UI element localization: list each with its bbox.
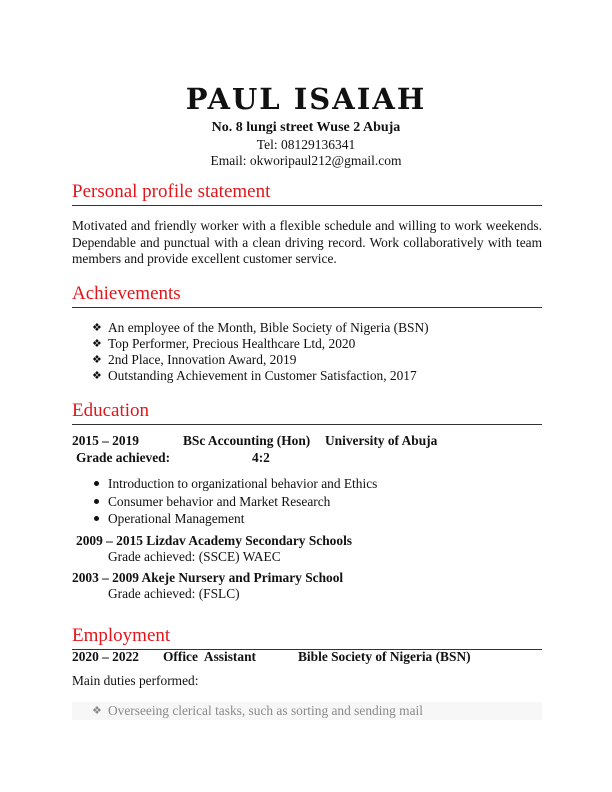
secondary-school-title: 2009 – 2015 Lizdav Academy Secondary Schools [76, 533, 353, 548]
list-item [92, 368, 542, 384]
profile-heading: Personal profile statement [72, 181, 542, 206]
list-item [92, 510, 542, 528]
achievement-text: Top Performer, Precious Healthcare Ltd, 2020 [108, 336, 356, 351]
list-item [92, 336, 542, 352]
achievement-text: Outstanding Achievement in Customer Satisfaction, 2017 [108, 368, 417, 383]
achievement-text: 2nd Place, Innovation Award, 2019 [108, 352, 297, 367]
achievement-text: An employee of the Month, Bible Society of Nigeria (BSN) [108, 320, 429, 335]
diamond-bullet-icon: ❖ [92, 370, 102, 382]
course-text: Introduction to organizational behavior and Ethics [108, 476, 378, 491]
course-text: Consumer behavior and Market Research [108, 493, 331, 509]
employment-heading: Employment [72, 625, 542, 650]
bullet-dot-icon [94, 516, 99, 521]
achievements-list [92, 320, 542, 384]
bullet-dot-icon [94, 499, 99, 504]
duties-label: Main duties performed: [72, 673, 199, 688]
diamond-bullet-icon: ❖ [92, 705, 102, 717]
diamond-bullet-icon: ❖ [92, 322, 102, 334]
courses-list [92, 475, 542, 528]
list-item [92, 475, 542, 493]
education-heading: Education [72, 400, 542, 425]
address-line: No. 8 lungi street Wuse 2 Abuja [211, 120, 401, 135]
grade-value: 4:2 [252, 450, 270, 465]
employment-role: Office Assistant [163, 649, 256, 664]
university-name: University of Abuja [325, 433, 438, 448]
duty-text: Overseeing clerical tasks, such as sorting and sending mail [108, 703, 423, 718]
university-years: 2015 – 2019 [72, 433, 139, 448]
grade-label: Grade achieved: [76, 450, 171, 465]
list-item [92, 703, 542, 719]
course-text: Operational Management [108, 511, 245, 526]
list-item [92, 493, 542, 511]
primary-school-title: 2003 – 2009 Akeje Nursery and Primary School [72, 570, 344, 585]
diamond-bullet-icon: ❖ [92, 354, 102, 366]
duties-list [92, 703, 542, 719]
employment-years: 2020 – 2022 [72, 649, 139, 664]
email-line: Email: okworipaul212@gmail.com [210, 153, 402, 168]
phone-line: Tel: 08129136341 [256, 137, 356, 152]
primary-grade: Grade achieved: (FSLC) [108, 586, 240, 601]
university-degree: BSc Accounting (Hon) [183, 433, 311, 448]
list-item [92, 352, 542, 368]
bullet-dot-icon [94, 481, 99, 486]
achievements-heading: Achievements [72, 283, 542, 308]
employment-employer: Bible Society of Nigeria (BSN) [298, 649, 471, 664]
profile-text: Motivated and friendly worker with a flexible schedule and willing to work weekends. Dependable and punctual with a clean driving record. Work collaboratively with team members and provide excellent customer service. [72, 218, 542, 266]
list-item [92, 320, 542, 336]
diamond-bullet-icon: ❖ [92, 338, 102, 350]
secondary-grade: Grade achieved: (SSCE) WAEC [108, 549, 281, 564]
candidate-name: PAUL ISAIAH [185, 82, 427, 116]
